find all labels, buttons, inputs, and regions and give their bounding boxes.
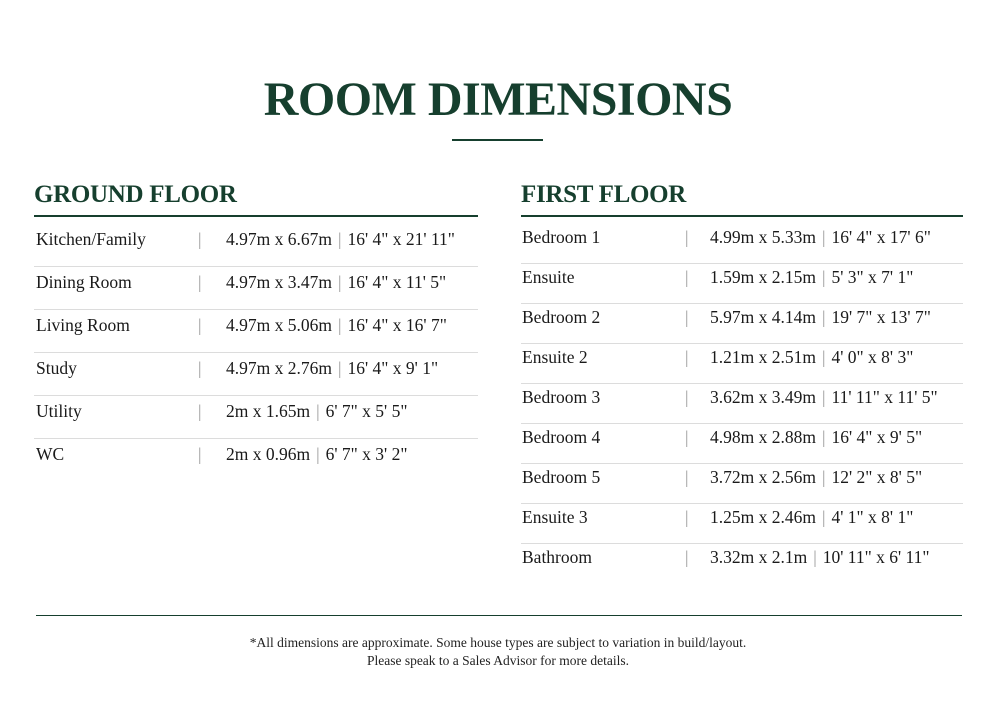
unit-separator: | bbox=[337, 229, 342, 249]
first-floor-table bbox=[521, 224, 963, 583]
column-separator: | bbox=[685, 347, 689, 367]
column-separator: | bbox=[685, 227, 689, 247]
footer-divider bbox=[36, 615, 962, 616]
imperial-dimensions: 4' 0" x 8' 3" bbox=[831, 347, 914, 367]
table-row bbox=[521, 464, 963, 504]
title-underline bbox=[452, 139, 543, 141]
unit-separator: | bbox=[821, 227, 826, 247]
unit-separator: | bbox=[821, 507, 826, 527]
room-name: Ensuite bbox=[522, 267, 575, 287]
imperial-dimensions: 12' 2" x 8' 5" bbox=[831, 467, 923, 487]
imperial-dimensions: 6' 7" x 5' 5" bbox=[325, 401, 408, 421]
first-floor-heading: FIRST FLOOR bbox=[521, 181, 687, 208]
metric-dimensions: 4.97m x 3.47m bbox=[226, 272, 332, 292]
table-row bbox=[34, 310, 478, 353]
dimensions bbox=[710, 344, 913, 370]
room-name: WC bbox=[36, 444, 65, 464]
room-name: Ensuite 2 bbox=[522, 347, 588, 367]
dimensions bbox=[226, 310, 447, 340]
room-name: Utility bbox=[36, 401, 82, 421]
unit-separator: | bbox=[821, 387, 826, 407]
metric-dimensions: 2m x 1.65m bbox=[226, 401, 311, 421]
dimensions bbox=[226, 267, 446, 297]
dimensions bbox=[710, 504, 913, 530]
imperial-dimensions: 16' 4" x 17' 6" bbox=[831, 227, 931, 247]
metric-dimensions: 3.62m x 3.49m bbox=[710, 387, 816, 407]
column-separator: | bbox=[685, 547, 689, 567]
first-floor-section bbox=[521, 178, 963, 583]
room-name: Bedroom 3 bbox=[522, 387, 601, 407]
table-row bbox=[521, 344, 963, 384]
ground-floor-table bbox=[34, 224, 478, 481]
dimensions bbox=[710, 384, 938, 410]
ground-floor-heading: GROUND FLOOR bbox=[34, 181, 237, 208]
metric-dimensions: 3.32m x 2.1m bbox=[710, 547, 808, 567]
dimensions bbox=[710, 264, 913, 290]
imperial-dimensions: 16' 4" x 9' 5" bbox=[831, 427, 923, 447]
imperial-dimensions: 19' 7" x 13' 7" bbox=[831, 307, 931, 327]
room-name: Study bbox=[36, 358, 77, 378]
table-row bbox=[34, 267, 478, 310]
dimensions bbox=[226, 396, 407, 426]
metric-dimensions: 3.72m x 2.56m bbox=[710, 467, 816, 487]
unit-separator: | bbox=[316, 401, 320, 421]
unit-separator: | bbox=[821, 467, 826, 487]
column-separator: | bbox=[685, 467, 689, 487]
dimensions bbox=[226, 224, 455, 254]
unit-separator: | bbox=[821, 267, 826, 287]
imperial-dimensions: 16' 4" x 21' 11" bbox=[347, 229, 455, 249]
room-name: Bedroom 2 bbox=[522, 307, 601, 327]
table-row bbox=[521, 304, 963, 344]
imperial-dimensions: 10' 11" x 6' 11" bbox=[822, 547, 930, 567]
column-separator: | bbox=[685, 507, 689, 527]
unit-separator: | bbox=[337, 315, 342, 335]
column-separator: | bbox=[198, 358, 202, 378]
column-separator: | bbox=[685, 387, 689, 407]
metric-dimensions: 4.97m x 6.67m bbox=[226, 229, 332, 249]
ground-floor-section bbox=[34, 178, 478, 481]
table-row bbox=[521, 424, 963, 464]
metric-dimensions: 2m x 0.96m bbox=[226, 444, 311, 464]
column-separator: | bbox=[198, 229, 202, 249]
table-row bbox=[521, 264, 963, 304]
unit-separator: | bbox=[821, 347, 826, 367]
column-separator: | bbox=[685, 267, 689, 287]
table-row bbox=[521, 544, 963, 583]
column-separator: | bbox=[198, 272, 202, 292]
table-row bbox=[34, 224, 478, 267]
unit-separator: | bbox=[316, 444, 320, 464]
imperial-dimensions: 5' 3" x 7' 1" bbox=[831, 267, 914, 287]
table-row bbox=[34, 353, 478, 396]
room-name: Bedroom 5 bbox=[522, 467, 601, 487]
dimensions bbox=[226, 353, 438, 383]
column-separator: | bbox=[198, 401, 202, 421]
footer-line-2: Please speak to a Sales Advisor for more details. bbox=[366, 653, 630, 668]
imperial-dimensions: 16' 4" x 16' 7" bbox=[347, 315, 447, 335]
imperial-dimensions: 16' 4" x 9' 1" bbox=[347, 358, 439, 378]
first-floor-rule bbox=[521, 215, 963, 217]
dimensions bbox=[226, 439, 407, 469]
column-separator: | bbox=[198, 444, 202, 464]
footer-note bbox=[0, 634, 996, 670]
column-separator: | bbox=[685, 307, 689, 327]
dimensions bbox=[710, 464, 922, 490]
dimensions bbox=[710, 224, 931, 250]
imperial-dimensions: 6' 7" x 3' 2" bbox=[325, 444, 408, 464]
metric-dimensions: 5.97m x 4.14m bbox=[710, 307, 816, 327]
room-name: Ensuite 3 bbox=[522, 507, 588, 527]
dimensions bbox=[710, 424, 922, 450]
ground-floor-rule bbox=[34, 215, 478, 217]
footer-line-1: *All dimensions are approximate. Some house types are subject to variation in build/layout. bbox=[249, 635, 747, 650]
metric-dimensions: 1.21m x 2.51m bbox=[710, 347, 816, 367]
metric-dimensions: 1.25m x 2.46m bbox=[710, 507, 816, 527]
table-row bbox=[521, 224, 963, 264]
metric-dimensions: 4.97m x 5.06m bbox=[226, 315, 332, 335]
unit-separator: | bbox=[821, 307, 826, 327]
room-name: Living Room bbox=[36, 315, 130, 335]
unit-separator: | bbox=[813, 547, 817, 567]
room-name: Bedroom 1 bbox=[522, 227, 601, 247]
room-name: Bathroom bbox=[522, 547, 592, 567]
imperial-dimensions: 16' 4" x 11' 5" bbox=[347, 272, 447, 292]
unit-separator: | bbox=[337, 272, 342, 292]
table-row bbox=[34, 396, 478, 439]
table-row bbox=[34, 439, 478, 481]
dimensions bbox=[710, 544, 930, 570]
column-separator: | bbox=[685, 427, 689, 447]
metric-dimensions: 1.59m x 2.15m bbox=[710, 267, 816, 287]
metric-dimensions: 4.97m x 2.76m bbox=[226, 358, 332, 378]
table-row bbox=[521, 384, 963, 424]
unit-separator: | bbox=[821, 427, 826, 447]
metric-dimensions: 4.98m x 2.88m bbox=[710, 427, 816, 447]
room-name: Bedroom 4 bbox=[522, 427, 601, 447]
dimensions bbox=[710, 304, 931, 330]
imperial-dimensions: 11' 11" x 11' 5" bbox=[831, 387, 938, 407]
imperial-dimensions: 4' 1" x 8' 1" bbox=[831, 507, 914, 527]
room-name: Kitchen/Family bbox=[36, 229, 146, 249]
metric-dimensions: 4.99m x 5.33m bbox=[710, 227, 816, 247]
table-row bbox=[521, 504, 963, 544]
column-separator: | bbox=[198, 315, 202, 335]
room-name: Dining Room bbox=[36, 272, 132, 292]
page-title: ROOM DIMENSIONS bbox=[263, 73, 733, 126]
unit-separator: | bbox=[337, 358, 342, 378]
